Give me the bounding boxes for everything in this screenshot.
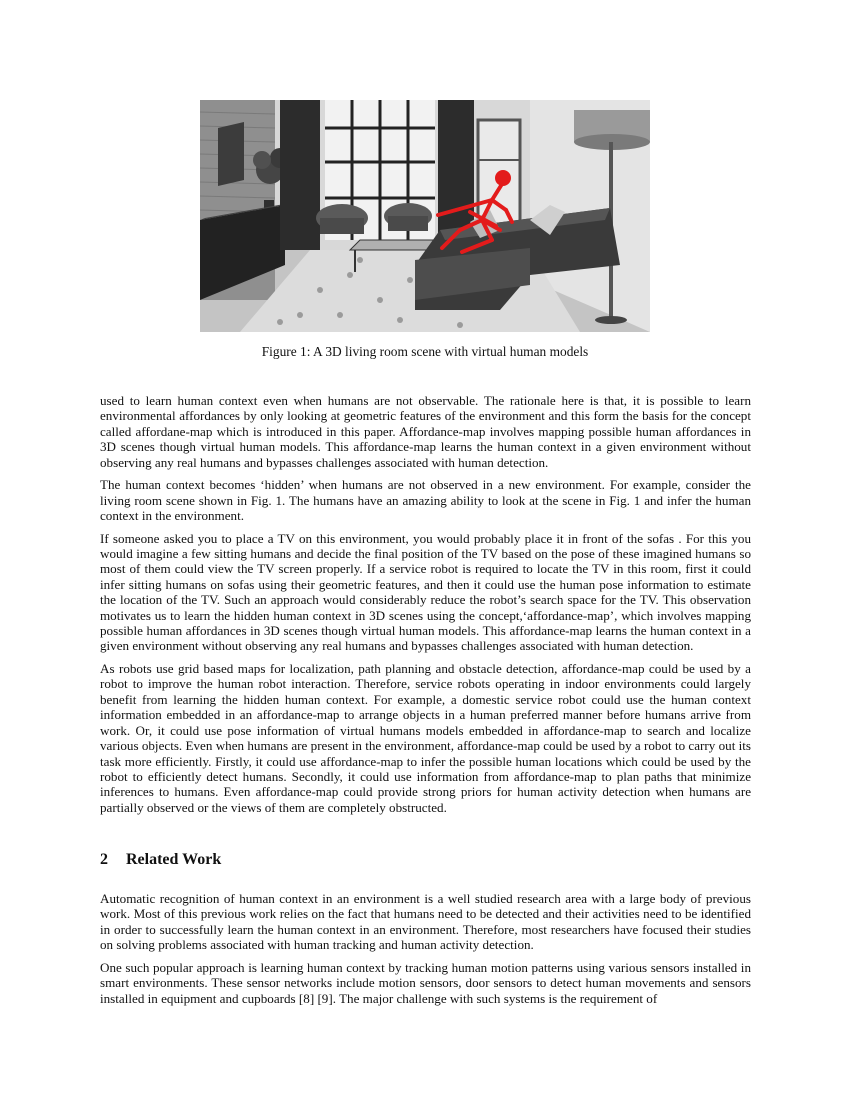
- figure-1-living-room-image: [200, 100, 650, 332]
- section-number: 2: [100, 851, 108, 868]
- paragraph: One such popular approach is learning human context by tracking human motion patterns using various sensors installed in smart environments. These sensor networks include motion sensors, door sensors to detect human movements and sensors installed in equipment and cupboards [8] [9]. The major challenge with such systems is the requirement of: [100, 959, 751, 1006]
- paragraph: used to learn human context even when humans are not observable. The rationale here is that, it is possible to learn environmental affordances by only looking at geometric features of the environment and this form the basis for the concept called affordane-map which is introduced in this paper. Affordance-map involves mapping possible human affordances in 3D scenes though virtual human models. This affordance-map learns the human context in a given environment without observing any real humans and bypasses challenges associated with human detection.: [100, 393, 751, 470]
- paragraph: If someone asked you to place a TV on this environment, you would probably place it in front of the sofas . For this you would imagine a few sitting humans and decide the final position of the TV based on the pose of these imagined humans so most of them could view the TV screen properly. If a service robot is required to locate the TV in this room, first it could infer sitting humans on sofas using their geometric features, and then it could use the human pose information to estimate the location of the TV. Such an approach would considerably reduce the robot’s search space for the TV. This observation motivates us to learn the hidden human context in 3D scenes using the concept,‘affordance-map’, which involves mapping possible human affordances in 3D scenes though virtual human models. This affordance-map learns the human context in a given environment without observing any real humans and bypasses challenges associated with human detection.: [100, 530, 751, 654]
- section-heading: [100, 851, 221, 869]
- figure-caption: Figure 1: A 3D living room scene with virtual human models: [261, 344, 589, 359]
- living-room-scene-image: [200, 100, 650, 332]
- paragraph: Automatic recognition of human context in an environment is a well studied research area with a large body of previous work. Most of this previous work relies on the fact that humans need to be detected and their activities need to be identified in order to successfully learn the human context in an environment. Therefore, most researchers have focused their studies on solving problems associated with human tracking and human activity detection.: [100, 891, 751, 953]
- paragraph: The human context becomes ‘hidden’ when humans are not observed in a new environment. For example, consider the living room scene shown in Fig. 1. The humans have an amazing ability to look at the scene in Fig. 1 and infer the human context in the environment.: [100, 477, 751, 524]
- related-work-text-block: [100, 891, 751, 1013]
- section-title: Related Work: [126, 851, 222, 868]
- paragraph: As robots use grid based maps for localization, path planning and obstacle detection, affordance-map could be used by a robot to improve the human robot interaction. Therefore, service robots operating in indoor environments could largely benefit from learning the hidden human context. For example, a domestic service robot could use the human context information embedded in an affordance-map to arrange objects in a human preferred manner before humans arrive from work. Or, it could use pose information of virtual humans models embedded in affordance-map to search and localize various objects. Even when humans are present in the environment, affordance-map could be used by a robot to carry out its task more efficiently. Firstly, it could use affordance-map to infer the possible human locations which could be used by the robot to efficiently detect humans. Secondly, it could use information from affordance-map to plan paths that minimize inferences to humans. Even affordance-map could provide strong priors for human activity detection when humans are partially observed or the views of them are completely obstructed.: [100, 661, 751, 815]
- intro-text-block: [100, 393, 751, 822]
